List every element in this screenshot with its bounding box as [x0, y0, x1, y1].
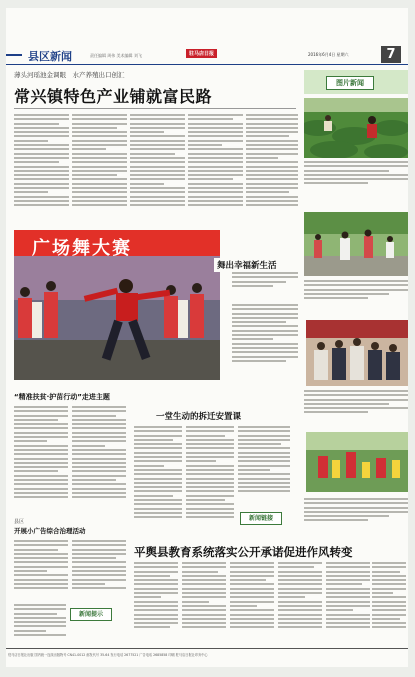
precise-column-1	[14, 406, 68, 510]
demolition-column-2	[186, 426, 234, 532]
lead-headline: 常兴镇特色产业铺就富民路	[14, 87, 213, 106]
education-column-6	[372, 562, 406, 642]
header-underline	[6, 64, 408, 65]
demolition-column-3	[238, 426, 290, 506]
mid-news-tag: 新闻链接	[240, 512, 282, 525]
dance-side-text	[232, 304, 298, 374]
tea-garden-photo	[304, 98, 408, 158]
education-column-4	[278, 562, 322, 642]
bottom-rule	[6, 648, 408, 649]
header-bar	[6, 46, 408, 64]
dance-contest-banner: 广场舞大赛	[32, 238, 132, 259]
parade-caption	[304, 280, 408, 308]
ceremony-caption	[304, 390, 408, 420]
bottom-info-bar: 驻马店日报社出版 国内统一连续出版物号 CN41-0012 邮发代号 35-64 发行电话 2677521 广告电话 2685858 印刷 驻马店日报社印务中心	[8, 653, 208, 657]
date-line: 2016年6月4日 星期六	[308, 52, 349, 57]
education-column-1	[134, 562, 178, 642]
precise-column-2	[72, 406, 126, 510]
county-tag: 县区	[14, 519, 25, 525]
lead-column-5	[246, 114, 298, 214]
county-column-1	[14, 540, 68, 596]
editor-line: 责任编辑 周伟 美术编辑 刘飞	[90, 53, 142, 58]
dance-subhead: 舞出幸福新生活	[214, 258, 280, 272]
bottom-news-tag: 新闻提示	[70, 608, 112, 621]
education-headline: 平舆县教育系统落实公开承诺促进作风转变	[134, 545, 353, 559]
precise-headline: “精准扶贫·护苗行动”走进主题	[14, 393, 110, 401]
sidebar-banner: 图片新闻	[326, 76, 374, 90]
section-title: 县区新闻	[28, 50, 72, 63]
dance-caption	[232, 272, 298, 296]
dancers-photo	[306, 432, 408, 492]
bottom-left-text	[14, 604, 66, 644]
tea-caption	[304, 161, 408, 191]
parade-photo	[304, 212, 408, 276]
county-small-headline: 开展小广告综合治理活动	[14, 527, 86, 535]
lead-column-4	[188, 114, 243, 214]
education-column-5	[326, 562, 370, 642]
county-column-2	[72, 540, 126, 596]
lead-column-1	[14, 114, 69, 214]
education-column-3	[230, 562, 274, 642]
newspaper-page	[6, 8, 408, 667]
lead-column-3	[130, 114, 185, 214]
ceremony-photo	[306, 320, 408, 386]
lead-rule	[14, 108, 296, 109]
lead-kicker: 薄头河瑶池金调眼 水产养殖出口创汇	[14, 71, 125, 79]
dancers-caption	[304, 498, 408, 530]
education-column-2	[182, 562, 226, 642]
demolition-headline: 一堂生动的拆迁安置课	[156, 412, 242, 422]
paper-name: 驻马店日报	[186, 49, 217, 58]
header-left-rule	[6, 54, 22, 56]
page-number: 7	[381, 46, 401, 63]
lead-column-2	[72, 114, 127, 214]
demolition-column-1	[134, 426, 182, 532]
